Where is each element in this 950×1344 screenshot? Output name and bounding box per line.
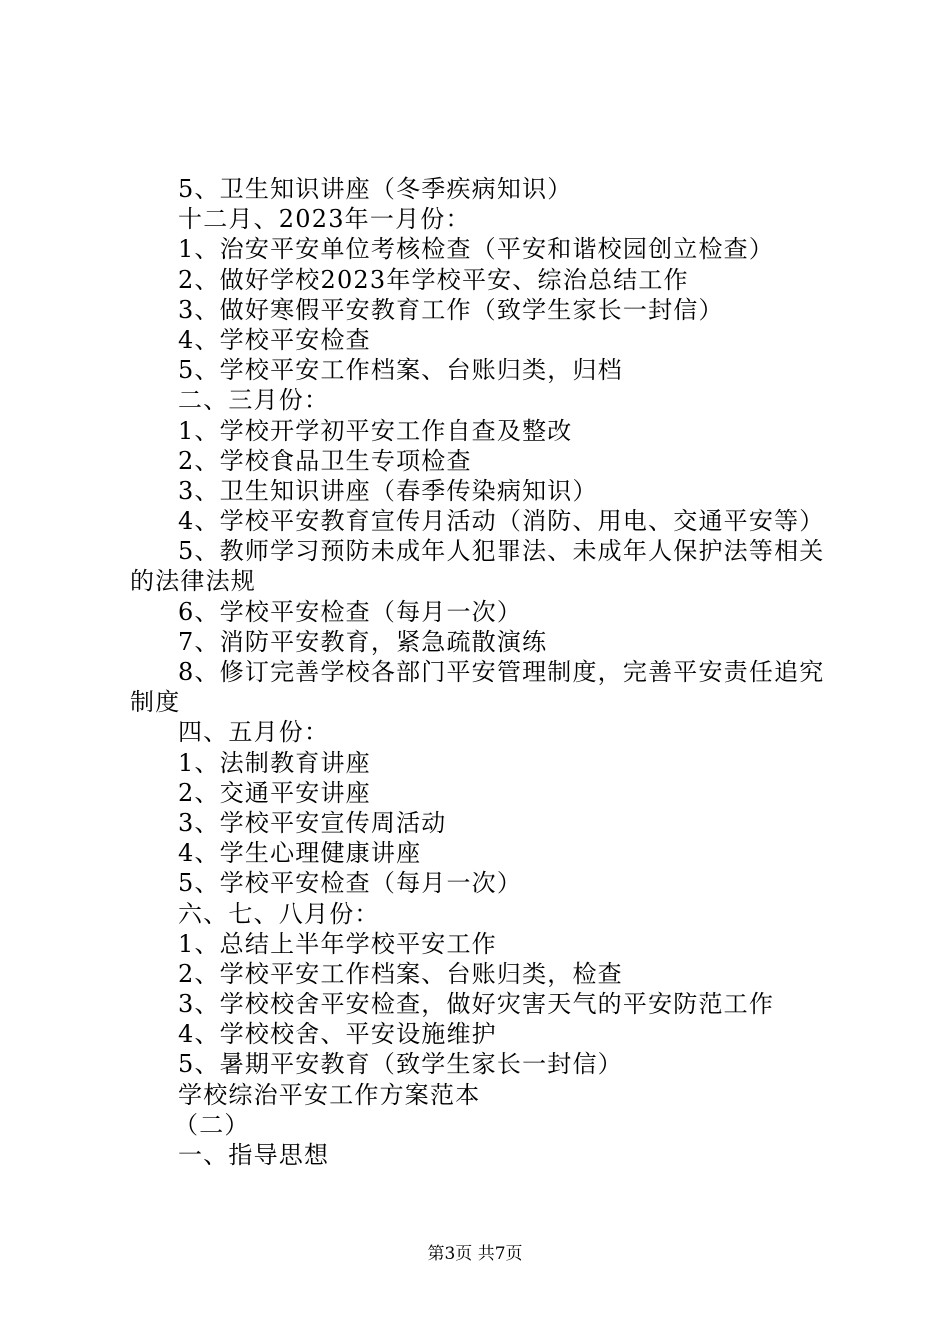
text-line: 6、学校平安检查（每月一次） <box>178 597 523 626</box>
text-line: 3、卫生知识讲座（春季传染病知识） <box>178 476 598 505</box>
document-body <box>130 174 830 1170</box>
document-subtitle: （二） <box>174 1110 250 1139</box>
text-line: 4、学校校舍、平安设施维护 <box>178 1020 497 1049</box>
text-line: 3、学校校舍平安检查，做好灾害天气的平安防范工作 <box>178 990 775 1019</box>
text-line: 3、做好寒假平安教育工作（致学生家长一封信） <box>178 295 724 324</box>
text-line: 4、学校平安教育宣传月活动（消防、用电、交通平安等） <box>178 507 825 536</box>
section-heading: 六、七、八月份： <box>178 899 380 928</box>
section-heading: 二、三月份： <box>178 386 330 415</box>
section-heading: 四、五月份： <box>178 718 330 747</box>
text-line: 4、学生心理健康讲座 <box>178 839 422 868</box>
page-number-footer: 第3页 共7页 <box>427 1244 523 1264</box>
text-line-continuation: 的法律法规 <box>130 567 256 596</box>
text-line: 5、学校平安检查（每月一次） <box>178 869 523 898</box>
text-line: 5、教师学习预防未成年人犯罪法、未成年人保护法等相关 <box>178 537 825 566</box>
text-line-continuation: 制度 <box>130 688 181 717</box>
document-title: 学校综治平安工作方案范本 <box>178 1080 481 1109</box>
text-line: 5、暑期平安教育（致学生家长一封信） <box>178 1050 623 1079</box>
text-line: 1、总结上半年学校平安工作 <box>178 929 497 958</box>
text-line: 5、学校平安工作档案、台账归类，归档 <box>178 356 623 385</box>
text-line: 3、学校平安宣传周活动 <box>178 808 447 837</box>
section-heading: 十二月、2023年一月份： <box>178 205 471 234</box>
text-line: 2、交通平安讲座 <box>178 778 371 807</box>
text-line: 1、法制教育讲座 <box>178 748 371 777</box>
text-line: 7、消防平安教育，紧急疏散演练 <box>178 627 548 656</box>
text-line: 8、修订完善学校各部门平安管理制度，完善平安责任追究 <box>178 658 825 686</box>
text-line: 4、学校平安检查 <box>178 325 371 354</box>
text-line: 5、卫生知识讲座（冬季疾病知识） <box>178 175 573 203</box>
text-line: 2、学校食品卫生专项检查 <box>178 446 472 475</box>
section-heading: 一、指导思想 <box>178 1141 330 1169</box>
text-line: 1、治安平安单位考核检查（平安和谐校园创立检查） <box>178 235 775 264</box>
text-line: 2、做好学校2023年学校平安、综治总结工作 <box>178 265 689 294</box>
text-line: 1、学校开学初平安工作自查及整改 <box>178 416 573 445</box>
text-line: 2、学校平安工作档案、台账归类，检查 <box>178 959 623 988</box>
